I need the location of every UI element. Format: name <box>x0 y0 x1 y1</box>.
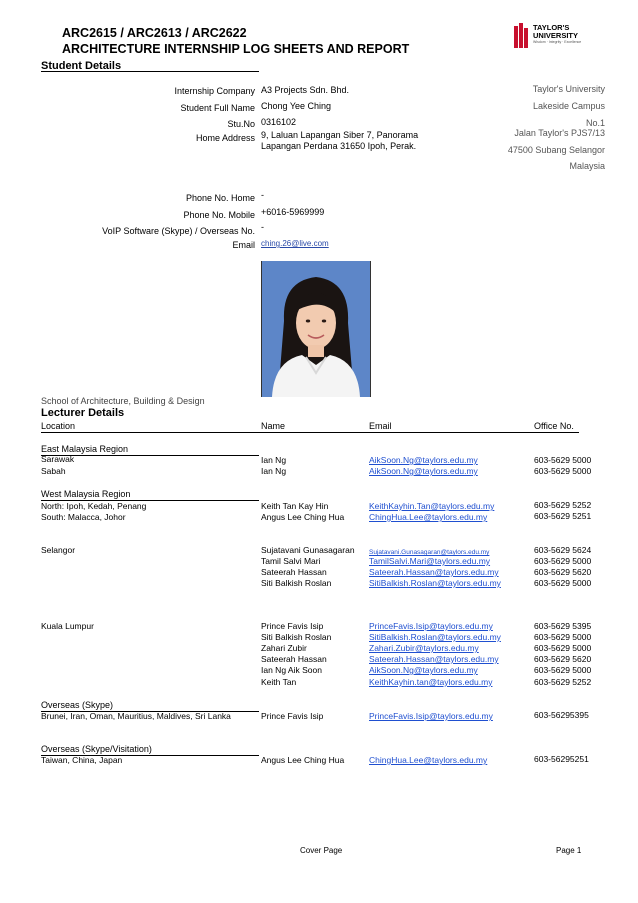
cell-office: 603-5629 5000 <box>534 455 592 465</box>
lecturer-email-link[interactable]: Sateerah.Hassan@taylors.edu.my <box>369 567 499 577</box>
school-name: School of Architecture, Building & Design <box>41 396 205 406</box>
label-company: Internship Company <box>174 86 255 96</box>
cell-location: South: Malacca, Johor <box>41 512 126 522</box>
cell-location: North: Ipoh, Kedah, Penang <box>41 501 147 511</box>
logo-tower-icon <box>513 22 529 50</box>
cell-name: Ian Ng <box>261 466 287 476</box>
uni-address-line: Taylor's University <box>532 84 605 94</box>
cell-name: Siti Balkish Roslan <box>261 632 332 642</box>
lecturer-email-link[interactable]: Sateerah.Hassan@taylors.edu.my <box>369 654 499 664</box>
cell-office: 603-5629 5624 <box>534 545 592 555</box>
lecturer-email-link[interactable]: AikSoon.Ng@taylors.edu.my <box>369 665 478 675</box>
lecturer-email-link[interactable]: SitiBalkish.Roslan@taylors.edu.my <box>369 632 501 642</box>
lecturer-details-heading: Lecturer Details <box>41 407 125 419</box>
uni-address-line: Jalan Taylor's PJS7/13 <box>514 128 605 138</box>
cell-name: Prince Favis Isip <box>261 711 324 721</box>
cell-name: Ian Ng Aik Soon <box>261 665 322 675</box>
student-photo <box>261 261 371 397</box>
cell-name: Sateerah Hassan <box>261 654 327 664</box>
uni-address-line: Lakeside Campus <box>532 101 605 111</box>
label-phone-mobile: Phone No. Mobile <box>183 210 255 220</box>
value-name: Chong Yee Ching <box>261 101 332 111</box>
value-address-line2: Lapangan Perdana 31650 Ipoh, Perak. <box>261 141 417 151</box>
cell-name: Tamil Salvi Mari <box>261 556 321 566</box>
doc-code-title: ARC2615 / ARC2613 / ARC2622 <box>62 26 247 40</box>
cell-name: Ian Ng <box>261 455 287 465</box>
lecturer-email-link[interactable]: PrinceFavis.Isip@taylors.edu.my <box>369 621 493 631</box>
value-phone-mobile: +6016-5969999 <box>261 207 325 217</box>
logo-wordmark: TAYLOR'S UNIVERSITY <box>533 23 579 40</box>
label-name: Student Full Name <box>180 103 255 113</box>
label-stuno: Stu.No <box>227 119 255 129</box>
uni-address-line: Malaysia <box>569 161 605 171</box>
value-voip: - <box>261 222 264 232</box>
table-header-divider <box>41 432 579 433</box>
cell-name: Siti Balkish Roslan <box>261 578 332 588</box>
cell-office: 603-5629 5000 <box>534 578 592 588</box>
cell-office: 603-5629 5620 <box>534 567 592 577</box>
col-location: Location <box>41 421 76 431</box>
footer-section-label: Cover Page <box>300 846 343 855</box>
cell-location: Sabah <box>41 466 66 476</box>
cell-office: 603-5629 5000 <box>534 556 592 566</box>
label-email: Email <box>232 240 255 250</box>
cell-office: 603-5629 5395 <box>534 621 592 631</box>
cell-name: Keith Tan <box>261 677 297 687</box>
lecturer-email-link[interactable]: ChingHua.Lee@taylors.edu.my <box>369 755 488 765</box>
location-kuala-lumpur: Kuala Lumpur <box>41 621 94 631</box>
uni-address-line: 47500 Subang Selangor <box>507 145 605 155</box>
divider <box>41 71 259 72</box>
student-email-link[interactable]: ching.26@live.com <box>261 239 329 248</box>
cell-office: 603-5629 5620 <box>534 654 592 664</box>
label-voip: VoIP Software (Skype) / Overseas No. <box>102 226 255 236</box>
value-company: A3 Projects Sdn. Bhd. <box>261 85 350 95</box>
cell-name: Angus Lee Ching Hua <box>261 755 345 765</box>
cell-name: Sateerah Hassan <box>261 567 327 577</box>
region-overseas-visitation: Overseas (Skype/Visitation) <box>41 744 152 754</box>
cell-office: 603-5629 5000 <box>534 466 592 476</box>
cell-office: 603-5629 5000 <box>534 632 592 642</box>
value-stuno: 0316102 <box>261 117 297 127</box>
cell-office: 603-5629 5000 <box>534 643 592 653</box>
col-name: Name <box>261 421 286 431</box>
cell-office: 603-5629 5000 <box>534 665 592 675</box>
cell-name: Prince Favis Isip <box>261 621 324 631</box>
cell-location: Taiwan, China, Japan <box>41 755 123 765</box>
lecturer-email-link[interactable]: SitiBalkish.Roslan@taylors.edu.my <box>369 578 501 588</box>
lecturer-email-link[interactable]: PrinceFavis.Isip@taylors.edu.my <box>369 711 493 721</box>
lecturer-email-link[interactable]: KeithKayhin.Tan@taylors.edu.my <box>369 501 495 511</box>
cell-office: 603-5629 5252 <box>534 677 592 687</box>
cell-name: Angus Lee Ching Hua <box>261 512 345 522</box>
region-west: West Malaysia Region <box>41 489 131 499</box>
region-overseas-skype: Overseas (Skype) <box>41 700 114 710</box>
page-number: Page 1 <box>556 846 582 855</box>
region-east: East Malaysia Region <box>41 444 129 454</box>
value-address-line1: 9, Laluan Lapangan Siber 7, Panorama <box>261 130 419 140</box>
lecturer-email-link[interactable]: ChingHua.Lee@taylors.edu.my <box>369 512 488 522</box>
cell-name: Keith Tan Kay Hin <box>261 501 329 511</box>
cell-name: Sujatavani Gunasagaran <box>261 545 355 555</box>
lecturer-email-link[interactable]: AikSoon.Ng@taylors.edu.my <box>369 455 478 465</box>
doc-main-title: ARCHITECTURE INTERNSHIP LOG SHEETS AND REPORT <box>62 42 410 56</box>
location-selangor: Selangor <box>41 545 76 555</box>
lecturer-email-link[interactable]: Sujatavani.Gunasagaran@taylors.edu.my <box>369 549 490 556</box>
cell-name: Zahari Zubir <box>261 643 307 653</box>
lecturer-email-link[interactable]: Zahari.Zubir@taylors.edu.my <box>369 643 479 653</box>
cell-location: Brunei, Iran, Oman, Mauritius, Maldives, Sri Lanka <box>41 711 231 721</box>
cell-office: 603-5629 5251 <box>534 511 592 521</box>
col-office: Office No. <box>534 421 574 431</box>
label-address: Home Address <box>195 133 255 143</box>
uni-address-line: No.1 <box>585 118 605 128</box>
cell-location: Sarawak <box>41 454 75 464</box>
value-phone-home: - <box>261 190 264 200</box>
student-details-heading: Student Details <box>41 60 122 72</box>
col-email: Email <box>369 421 392 431</box>
lecturer-email-link[interactable]: KeithKayhin.tan@taylors.edu.my <box>369 677 493 687</box>
cell-office: 603-56295395 <box>534 710 589 720</box>
lecturer-email-link[interactable]: AikSoon.Ng@taylors.edu.my <box>369 466 478 476</box>
university-logo <box>513 22 583 52</box>
lecturer-email-link[interactable]: TamilSalvi.Mari@taylors.edu.my <box>369 556 491 566</box>
cell-office: 603-5629 5252 <box>534 500 592 510</box>
logo-tagline: Wisdom · Integrity · Excellence <box>533 40 582 44</box>
label-phone-home: Phone No. Home <box>185 193 255 203</box>
cell-office: 603-56295251 <box>534 754 589 764</box>
